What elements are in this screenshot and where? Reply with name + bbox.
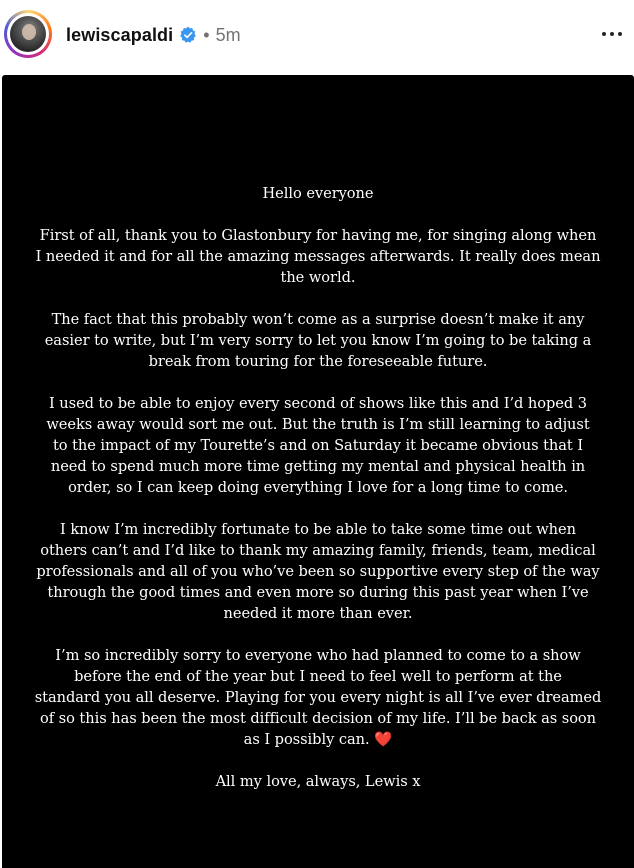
paragraph-5-text: I’m so incredibly sorry to everyone who had planned to come to a show before the end of the year but I need to feel well to perform at the standard you all deserve. Playing for you every night is all I’ve ever dreamed of so this has been the most difficult decision of my life. I’ll be back as soon as I possibly can. xyxy=(34,647,602,748)
story-text xyxy=(22,183,614,813)
post-header xyxy=(0,0,634,72)
more-horizontal-icon xyxy=(600,22,624,46)
story-ring[interactable] xyxy=(4,10,52,58)
paragraph-4: I know I’m incredibly fortunate to be able to take some time out when others can’t and I’d like to thank my amazing family, friends, team, medical professionals and all of you who’ve been so supportive every step of the way through the good times and even more so during this past year when I’ve needed it more than ever. xyxy=(36,521,600,622)
paragraph-1: First of all, thank you to Glastonbury for having me, for singing along when I needed it and for all the amazing messages afterwards. It really does mean the world. xyxy=(35,227,601,286)
paragraph-5 xyxy=(22,645,614,750)
avatar[interactable] xyxy=(10,16,46,52)
post-time: 5m xyxy=(215,24,241,45)
heart-emoji: ❤️ xyxy=(374,731,393,748)
verified-badge-icon xyxy=(179,26,197,44)
avatar-frame xyxy=(7,13,49,55)
username-row xyxy=(66,21,241,49)
separator-dot: • xyxy=(203,24,210,45)
greeting: Hello everyone xyxy=(262,185,374,202)
paragraph-3: I used to be able to enjoy every second of shows like this and I’d hoped 3 weeks away would sort me out. But the truth is I’m still learning to adjust to the impact of my Tourette’s and on Saturday it became obvious that I need to spend much more time getting my mental and physical health in order, so I can keep doing everything I love for a long time to come. xyxy=(46,395,590,496)
more-options-button[interactable] xyxy=(600,22,624,46)
username[interactable]: lewiscapaldi xyxy=(66,24,174,45)
story-image[interactable] xyxy=(2,75,634,868)
signoff: All my love, always, Lewis x xyxy=(215,773,421,790)
paragraph-2: The fact that this probably won’t come as a surprise doesn’t make it any easier to write, but I’m very sorry to let you know I’m going to be taking a break from touring for the foreseeable future. xyxy=(44,311,592,370)
